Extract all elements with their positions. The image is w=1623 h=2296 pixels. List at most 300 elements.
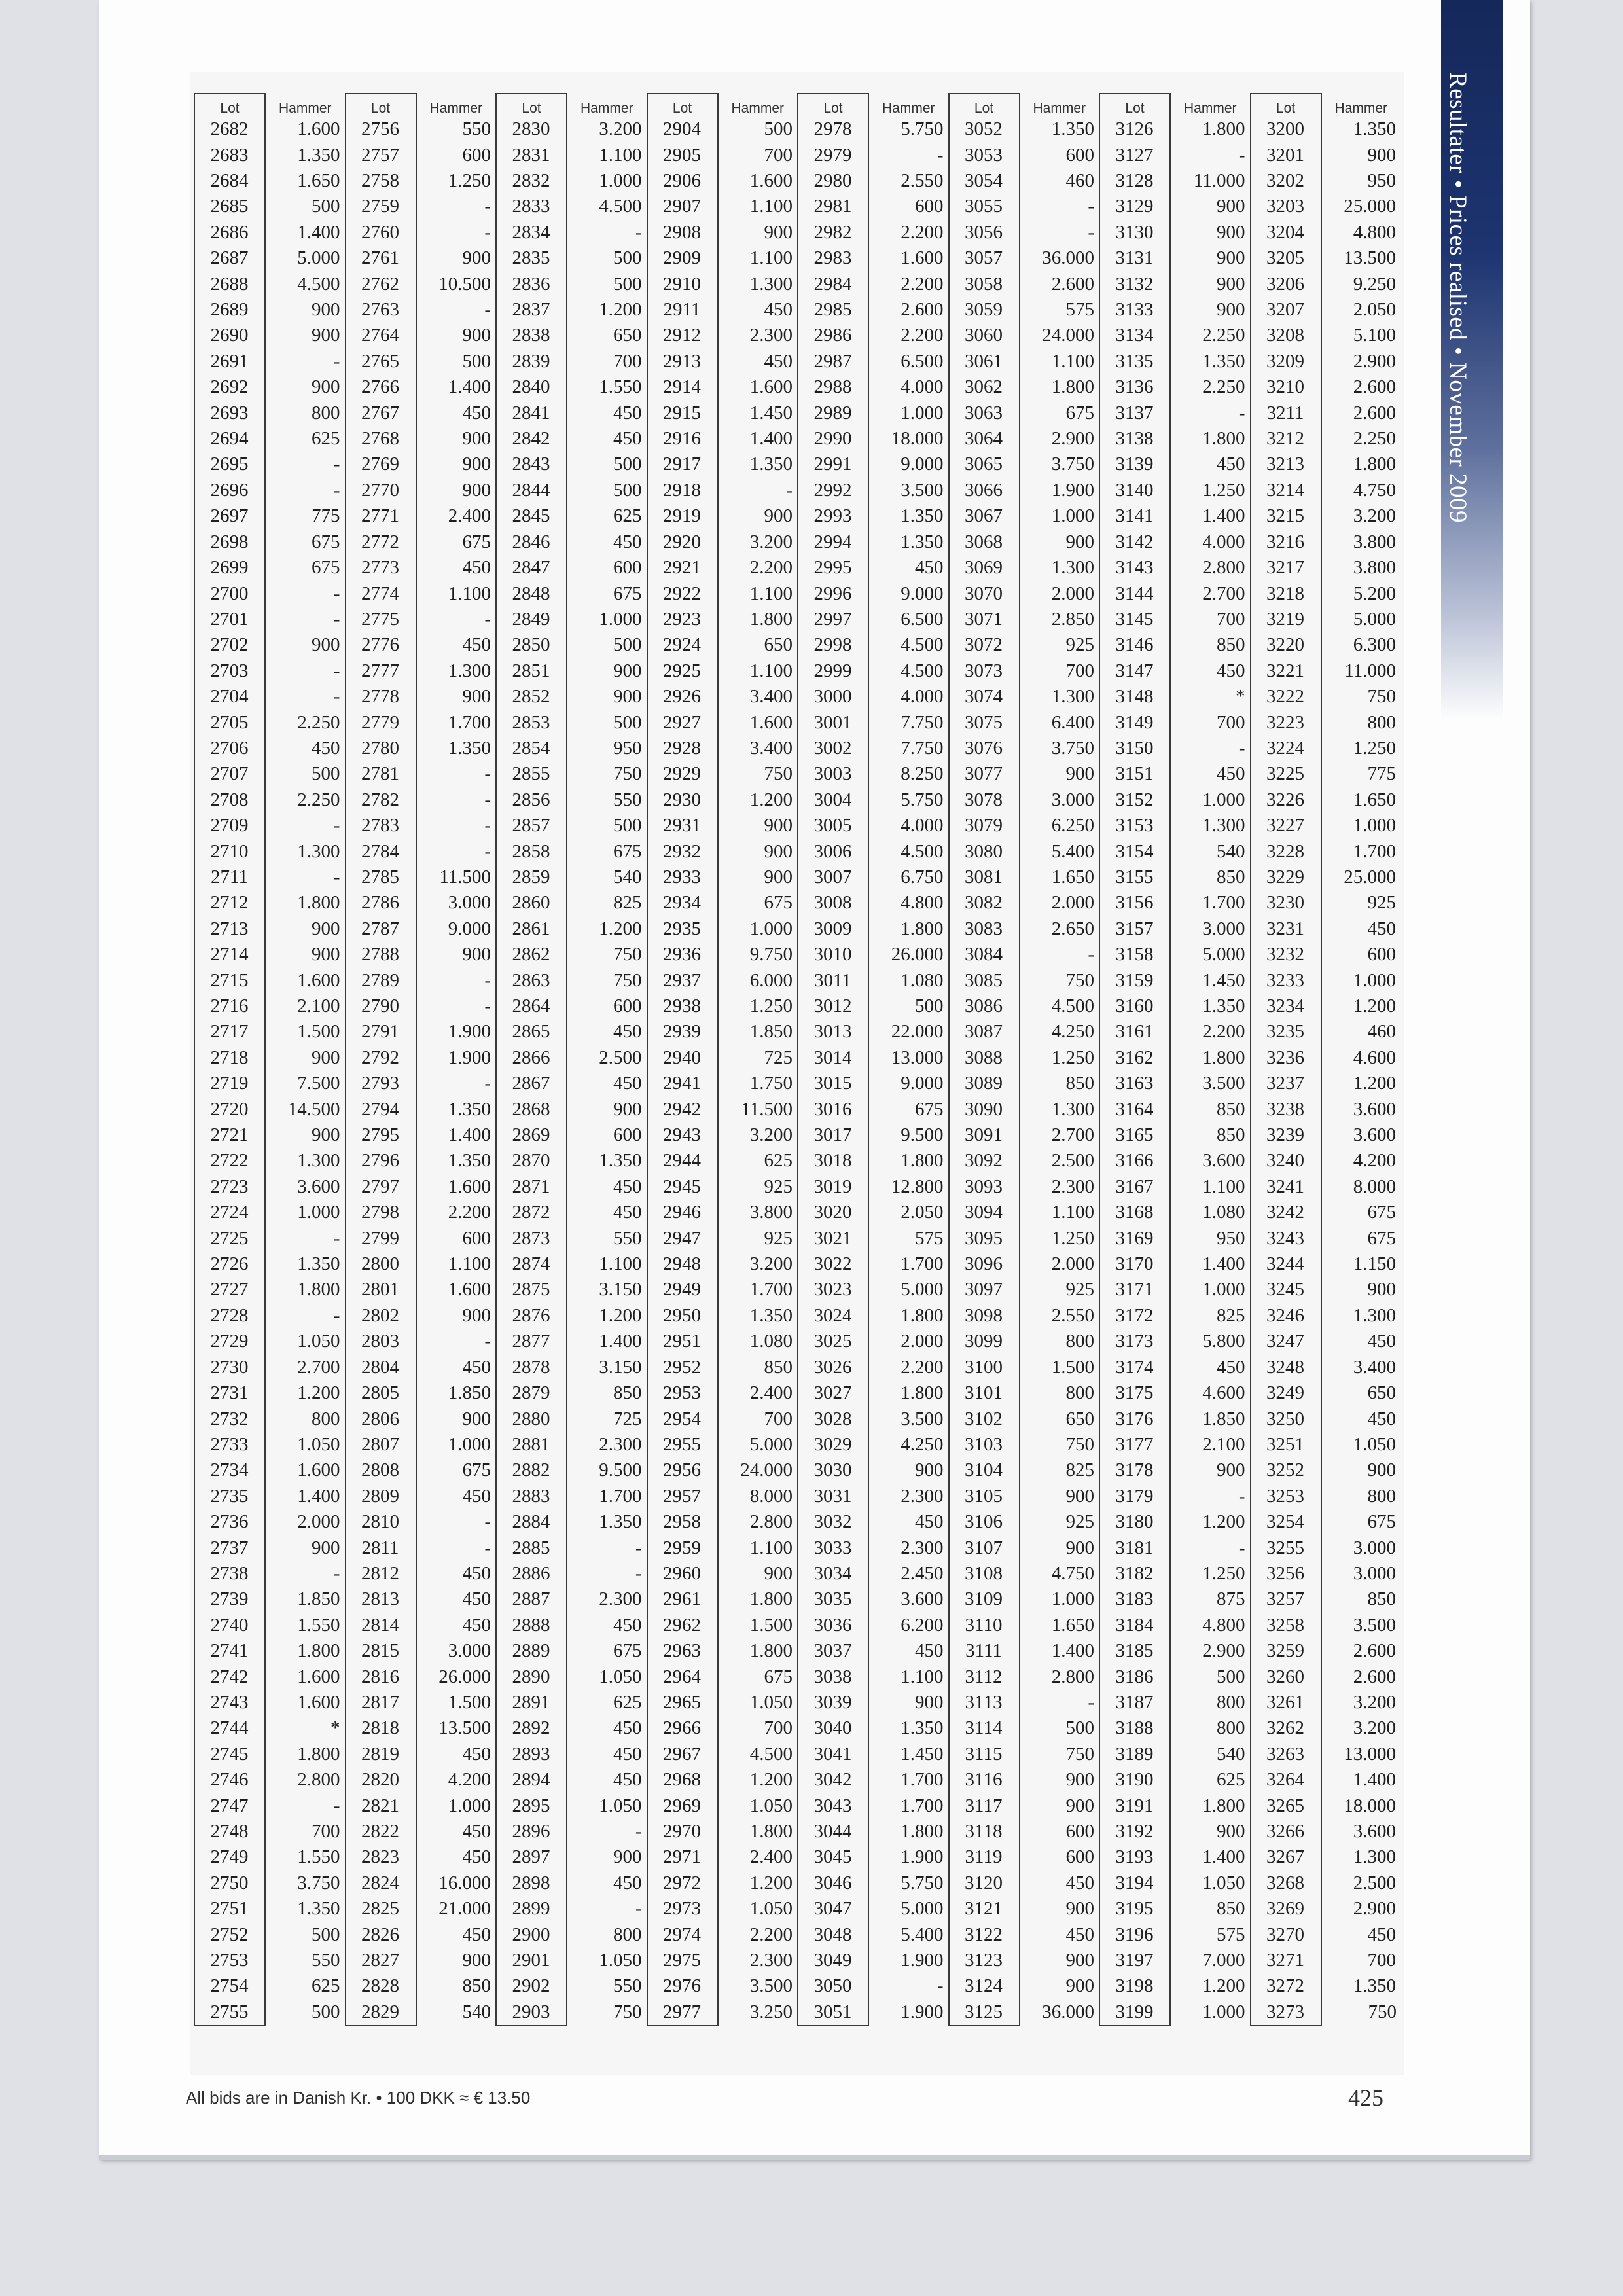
lot-number: 2909 (647, 245, 718, 271)
hammer-price: 2.700 (297, 1356, 340, 1378)
lot-number: 2793 (346, 1071, 416, 1096)
lot-number: 2697 (194, 503, 265, 529)
lot-number: 2777 (346, 658, 416, 684)
hammer-price: 450 (1217, 1356, 1245, 1378)
lot-number: 3069 (949, 555, 1020, 581)
lot-number: 2901 (496, 1948, 567, 1973)
lot-number: 2700 (194, 581, 265, 606)
hammer-price: 5.200 (1353, 583, 1396, 604)
hammer-price: 925 (1065, 1511, 1094, 1533)
lot-number: 3198 (1099, 1973, 1170, 1999)
lot-number: 2707 (194, 761, 265, 787)
lot-number: 2986 (798, 323, 868, 348)
hammer-price: - (635, 1898, 642, 1920)
hammer-price: 1.800 (901, 1150, 944, 1172)
lot-number: 3035 (798, 1587, 868, 1612)
lot-number: 2960 (647, 1561, 718, 1587)
lot-number: 3083 (949, 916, 1020, 942)
hammer-price: 775 (312, 505, 340, 527)
hammer-price: 900 (1217, 299, 1245, 321)
lot-number: 2734 (194, 1458, 265, 1483)
lot-number: 2792 (346, 1045, 416, 1071)
lot-number: 3049 (798, 1948, 868, 1973)
hammer-price: 2.200 (901, 221, 944, 243)
hammer-price: 1.200 (599, 299, 642, 321)
hammer-price: 2.300 (901, 1485, 944, 1507)
lot-number: 3265 (1251, 1793, 1321, 1818)
hammer-price: 3.000 (1051, 789, 1094, 810)
hammer-price: 450 (1367, 1924, 1396, 1945)
lot-number: 2832 (496, 168, 567, 194)
hammer-price: 1.600 (749, 376, 793, 398)
lot-number: 2951 (647, 1329, 718, 1354)
lot-number: 2738 (194, 1561, 265, 1587)
hammer-price: 2.550 (1051, 1304, 1094, 1326)
lot-number: 2949 (647, 1277, 718, 1302)
hammer-price: 900 (1065, 1537, 1094, 1558)
hammer-column-header: Hammer (731, 101, 784, 116)
lot-number: 2706 (194, 736, 265, 761)
hammer-price: 900 (1065, 1975, 1094, 1997)
hammer-price: 1.450 (1202, 969, 1245, 991)
hammer-price: 1.200 (749, 1769, 793, 1791)
lot-number: 3068 (949, 529, 1020, 555)
hammer-price: 1.250 (1051, 1047, 1094, 1068)
lot-number: 2805 (346, 1380, 416, 1406)
hammer-price: 7.750 (901, 737, 944, 759)
hammer-price: 850 (764, 1356, 793, 1378)
hammer-price: 8.000 (749, 1485, 793, 1507)
hammer-price: 2.600 (1353, 1640, 1396, 1662)
hammer-price: 1.400 (1202, 1846, 1245, 1868)
lot-number: 2936 (647, 942, 718, 967)
table-row (194, 1948, 1401, 1973)
hammer-price: 11.500 (741, 1098, 793, 1120)
hammer-price: 9.500 (901, 1124, 944, 1146)
lot-number: 2990 (798, 426, 868, 452)
hammer-price: 500 (1217, 1666, 1245, 1687)
lot-number: 3097 (949, 1277, 1020, 1302)
lot-number: 2751 (194, 1896, 265, 1922)
hammer-price: 1.100 (749, 247, 793, 269)
page-edge (99, 2155, 1530, 2160)
lot-number: 2922 (647, 581, 718, 606)
hammer-price: 26.000 (891, 944, 944, 965)
table-row (194, 761, 1401, 787)
hammer-price: 1.350 (297, 144, 340, 166)
hammer-price: 3.000 (448, 1640, 491, 1662)
lot-number: 2858 (496, 838, 567, 864)
hammer-price: 450 (613, 1717, 642, 1739)
hammer-price: 1.600 (297, 1460, 340, 1481)
hammer-price: 450 (462, 1743, 491, 1765)
lot-number: 3017 (798, 1122, 868, 1148)
hammer-price: 700 (764, 144, 793, 166)
hammer-price: 450 (764, 299, 793, 321)
lot-number: 2714 (194, 942, 265, 967)
hammer-price: 26.000 (438, 1666, 491, 1687)
hammer-price: 700 (613, 350, 642, 372)
lot-number: 2915 (647, 400, 718, 425)
hammer-price: 1.700 (901, 1795, 944, 1816)
lot-number: 2918 (647, 478, 718, 503)
hammer-price: 1.000 (1353, 815, 1396, 836)
hammer-price: 2.450 (901, 1562, 944, 1584)
hammer-price: 625 (613, 505, 642, 527)
hammer-price: - (1238, 144, 1245, 166)
hammer-price: 500 (462, 350, 491, 372)
lot-number: 2884 (496, 1509, 567, 1535)
hammer-price: 500 (312, 763, 340, 785)
hammer-price: 2.800 (1202, 557, 1245, 579)
hammer-price: 550 (312, 1950, 340, 1971)
lot-number: 2968 (647, 1767, 718, 1793)
lot-number: 3132 (1099, 271, 1170, 296)
hammer-price: 4.200 (1353, 1150, 1396, 1172)
hammer-price: 450 (915, 557, 944, 579)
lot-number: 3154 (1099, 838, 1170, 864)
hammer-price: - (1088, 221, 1094, 243)
lot-number: 2753 (194, 1948, 265, 1973)
lot-number: 3231 (1251, 916, 1321, 942)
lot-number: 2973 (647, 1896, 718, 1922)
hammer-price: 450 (462, 1846, 491, 1868)
lot-number: 3067 (949, 503, 1020, 529)
hammer-price: 1.900 (448, 1021, 491, 1043)
table-row (194, 478, 1401, 503)
hammer-price: 900 (1065, 1769, 1094, 1791)
lot-number: 2877 (496, 1329, 567, 1354)
hammer-price: 7.750 (901, 711, 944, 733)
lot-number: 2685 (194, 194, 265, 219)
table-row (194, 942, 1401, 967)
hammer-price: 800 (1367, 1485, 1396, 1507)
lot-number: 2730 (194, 1355, 265, 1380)
hammer-price: 450 (613, 1202, 642, 1223)
lot-number: 2840 (496, 374, 567, 400)
table-row (194, 426, 1401, 452)
hammer-price: 2.900 (1353, 350, 1396, 372)
hammer-column-header: Hammer (1334, 101, 1387, 116)
lot-number: 2928 (647, 736, 718, 761)
lot-number: 2769 (346, 452, 416, 477)
table-row (194, 1045, 1401, 1071)
lot-number: 2889 (496, 1638, 567, 1664)
lot-number: 3058 (949, 271, 1020, 296)
table-row (194, 658, 1401, 684)
lot-number: 2824 (346, 1871, 416, 1896)
hammer-price: 4.500 (901, 660, 944, 681)
lot-number: 3134 (1099, 323, 1170, 348)
hammer-price: 900 (1367, 1460, 1396, 1481)
lot-number: 2770 (346, 478, 416, 503)
lot-number: 2930 (647, 787, 718, 813)
lot-number: 2881 (496, 1432, 567, 1458)
lot-number: 2819 (346, 1742, 416, 1767)
hammer-price: 5.750 (901, 118, 944, 140)
lot-number: 3108 (949, 1561, 1020, 1587)
lot-number: 2740 (194, 1613, 265, 1638)
lot-number: 2778 (346, 684, 416, 709)
lot-number: 2758 (346, 168, 416, 194)
lot-number: 2919 (647, 503, 718, 529)
hammer-price: 3.750 (1051, 454, 1094, 475)
lot-number: 3090 (949, 1096, 1020, 1122)
hammer-price: 900 (462, 944, 491, 965)
lot-number: 3033 (798, 1535, 868, 1560)
hammer-price: - (333, 1795, 340, 1816)
lot-number: 2902 (496, 1973, 567, 1999)
hammer-price: 1.800 (901, 1382, 944, 1404)
hammer-price: 900 (312, 1047, 340, 1068)
lot-number: 2837 (496, 297, 567, 323)
lot-number: 2905 (647, 142, 718, 168)
hammer-price: 3.500 (901, 1408, 944, 1429)
hammer-column-header: Hammer (1033, 101, 1086, 116)
lot-number: 3040 (798, 1715, 868, 1741)
hammer-price: 1.800 (297, 1640, 340, 1662)
hammer-price: 1.300 (1353, 1846, 1396, 1868)
lot-number: 2873 (496, 1225, 567, 1251)
lot-number: 2962 (647, 1613, 718, 1638)
lot-number: 2823 (346, 1844, 416, 1870)
hammer-price: - (1238, 402, 1245, 423)
hammer-price: 1.100 (1051, 1202, 1094, 1223)
table-row (194, 1071, 1401, 1096)
hammer-price: 2.400 (749, 1846, 793, 1868)
lot-number: 3239 (1251, 1122, 1321, 1148)
hammer-price: 675 (312, 531, 340, 552)
hammer-price: 925 (764, 1175, 793, 1197)
hammer-price: 1.200 (749, 789, 793, 810)
lot-number: 3252 (1251, 1458, 1321, 1483)
lot-number: 2841 (496, 400, 567, 425)
table-row (194, 1432, 1401, 1458)
hammer-price: - (333, 1304, 340, 1326)
table-row (194, 994, 1401, 1019)
lot-number: 2746 (194, 1767, 265, 1793)
hammer-price: 460 (1065, 170, 1094, 192)
hammer-price: 650 (764, 634, 793, 656)
lot-number: 3063 (949, 400, 1020, 425)
hammer-price: 625 (764, 1150, 793, 1172)
hammer-price: 500 (312, 2001, 340, 2023)
lot-number: 2903 (496, 2000, 567, 2026)
hammer-price: 2.300 (749, 1950, 793, 1971)
hammer-price: 450 (613, 1175, 642, 1197)
lot-number: 2944 (647, 1148, 718, 1174)
lot-number: 2890 (496, 1664, 567, 1689)
lot-number: 2783 (346, 813, 416, 838)
lot-number: 2749 (194, 1844, 265, 1870)
lot-number: 2720 (194, 1096, 265, 1122)
hammer-price: 1.900 (1051, 479, 1094, 501)
lot-number: 3192 (1099, 1819, 1170, 1844)
hammer-price: 900 (312, 325, 340, 346)
lot-number: 2937 (647, 967, 718, 993)
hammer-price: 900 (1065, 763, 1094, 785)
lot-number: 2754 (194, 1973, 265, 1999)
table-row (194, 271, 1401, 296)
table-row (194, 1690, 1401, 1715)
lot-number: 2888 (496, 1613, 567, 1638)
table-row (194, 813, 1401, 838)
lot-number: 2827 (346, 1948, 416, 1973)
hammer-price: 1.600 (297, 1691, 340, 1713)
lot-number: 3238 (1251, 1096, 1321, 1122)
hammer-price: 1.700 (901, 1253, 944, 1275)
hammer-price: 3.500 (901, 479, 944, 501)
hammer-price: 875 (1217, 1588, 1245, 1610)
hammer-price: - (1238, 1485, 1245, 1507)
hammer-price: 1.800 (297, 892, 340, 914)
hammer-price: 1.080 (901, 969, 944, 991)
hammer-price: 1.000 (448, 1433, 491, 1455)
lot-number: 2864 (496, 994, 567, 1019)
lot-number: 2955 (647, 1432, 718, 1458)
hammer-price: 1.080 (749, 1331, 793, 1352)
lot-number: 3088 (949, 1045, 1020, 1071)
lot-number: 2829 (346, 2000, 416, 2026)
hammer-price: 2.100 (297, 996, 340, 1017)
lot-number: 2815 (346, 1638, 416, 1664)
hammer-price: 750 (1367, 686, 1396, 708)
hammer-price: 900 (613, 660, 642, 681)
hammer-price: 850 (1217, 1898, 1245, 1920)
hammer-price: 850 (1217, 1098, 1245, 1120)
hammer-price: 2.200 (749, 1924, 793, 1945)
hammer-price: 1.400 (297, 221, 340, 243)
hammer-price: 675 (462, 1460, 491, 1481)
lot-number: 2813 (346, 1587, 416, 1612)
hammer-price: 675 (1367, 1227, 1396, 1249)
lot-number: 2863 (496, 967, 567, 993)
hammer-price: 900 (1217, 1460, 1245, 1481)
hammer-price: 900 (312, 634, 340, 656)
hammer-price: 2.200 (901, 325, 944, 346)
lot-number: 3184 (1099, 1613, 1170, 1638)
hammer-price: 2.600 (1353, 376, 1396, 398)
hammer-price: 3.800 (1353, 557, 1396, 579)
lot-number: 2839 (496, 349, 567, 374)
hammer-price: 2.600 (1353, 1666, 1396, 1687)
hammer-price: 11.500 (439, 866, 491, 888)
hammer-price: 900 (1065, 1898, 1094, 1920)
hammer-price: 9.500 (599, 1460, 642, 1481)
lot-number: 3052 (949, 117, 1020, 142)
hammer-price: 500 (613, 454, 642, 475)
hammer-price: 750 (613, 969, 642, 991)
lot-number: 3158 (1099, 942, 1170, 967)
lot-number: 3141 (1099, 503, 1170, 529)
hammer-price: - (333, 479, 340, 501)
lot-number: 3139 (1099, 452, 1170, 477)
hammer-price: 4.250 (1051, 1021, 1094, 1043)
hammer-price: 2.600 (1051, 273, 1094, 295)
lot-number: 2741 (194, 1638, 265, 1664)
hammer-price: 1.800 (901, 1821, 944, 1842)
lot-number: 2696 (194, 478, 265, 503)
lot-number: 2808 (346, 1458, 416, 1483)
lot-number: 2845 (496, 503, 567, 529)
lot-number: 2989 (798, 400, 868, 425)
lot-number: 3021 (798, 1225, 868, 1251)
lot-number: 3028 (798, 1406, 868, 1431)
lot-number: 2806 (346, 1406, 416, 1431)
lot-number: 2942 (647, 1096, 718, 1122)
hammer-price: 900 (764, 221, 793, 243)
prices-realised-table-container (194, 93, 1400, 2026)
hammer-price: 1.000 (1202, 789, 1245, 810)
lot-number: 3006 (798, 838, 868, 864)
hammer-price: 450 (915, 1640, 944, 1662)
hammer-price: 1.350 (901, 531, 944, 552)
hammer-price: 14.500 (287, 1098, 340, 1120)
lot-number: 3018 (798, 1148, 868, 1174)
lot-number: 2798 (346, 1200, 416, 1225)
lot-number: 3093 (949, 1174, 1020, 1200)
lot-number: 2969 (647, 1793, 718, 1818)
lot-number: 2886 (496, 1561, 567, 1587)
hammer-price: 2.300 (749, 325, 793, 346)
lot-number: 3053 (949, 142, 1020, 168)
hammer-price: 900 (915, 1691, 944, 1713)
lot-number: 3191 (1099, 1793, 1170, 1818)
hammer-price: 1.700 (901, 1769, 944, 1791)
lot-number: 3059 (949, 297, 1020, 323)
hammer-price: 3.600 (1353, 1098, 1396, 1120)
hammer-price: 1.800 (749, 1640, 793, 1662)
lot-number: 3062 (949, 374, 1020, 400)
hammer-price: 3.500 (1202, 1073, 1245, 1094)
hammer-price: - (635, 221, 642, 243)
lot-number: 3087 (949, 1019, 1020, 1045)
lot-number: 3043 (798, 1793, 868, 1818)
lot-number: 2920 (647, 529, 718, 555)
lot-number: 2786 (346, 890, 416, 916)
hammer-price: 500 (613, 815, 642, 836)
lot-number: 2885 (496, 1535, 567, 1560)
hammer-price: 12.800 (891, 1175, 944, 1197)
table-row (194, 1819, 1401, 1844)
lot-number: 2801 (346, 1277, 416, 1302)
lot-number: 2709 (194, 813, 265, 838)
hammer-price: 675 (1367, 1202, 1396, 1223)
lot-number: 3079 (949, 813, 1020, 838)
lot-number: 2718 (194, 1045, 265, 1071)
lot-number: 2763 (346, 297, 416, 323)
hammer-price: 3.200 (749, 1253, 793, 1275)
lot-number: 3261 (1251, 1690, 1321, 1715)
hammer-price: 900 (915, 1460, 944, 1481)
lot-number: 2904 (647, 117, 718, 142)
hammer-price: 950 (1217, 1227, 1245, 1249)
lot-number: 3148 (1099, 684, 1170, 709)
lot-number: 2776 (346, 632, 416, 658)
lot-number: 2991 (798, 452, 868, 477)
hammer-price: 1.800 (749, 1588, 793, 1610)
lot-number: 3227 (1251, 813, 1321, 838)
lot-number: 2785 (346, 865, 416, 890)
table-row (194, 1303, 1401, 1329)
lot-number: 3002 (798, 736, 868, 761)
lot-number: 3189 (1099, 1742, 1170, 1767)
lot-number: 3003 (798, 761, 868, 787)
lot-number: 3211 (1251, 400, 1321, 425)
lot-number: 2916 (647, 426, 718, 452)
hammer-price: 600 (613, 1124, 642, 1146)
lot-number: 2878 (496, 1355, 567, 1380)
